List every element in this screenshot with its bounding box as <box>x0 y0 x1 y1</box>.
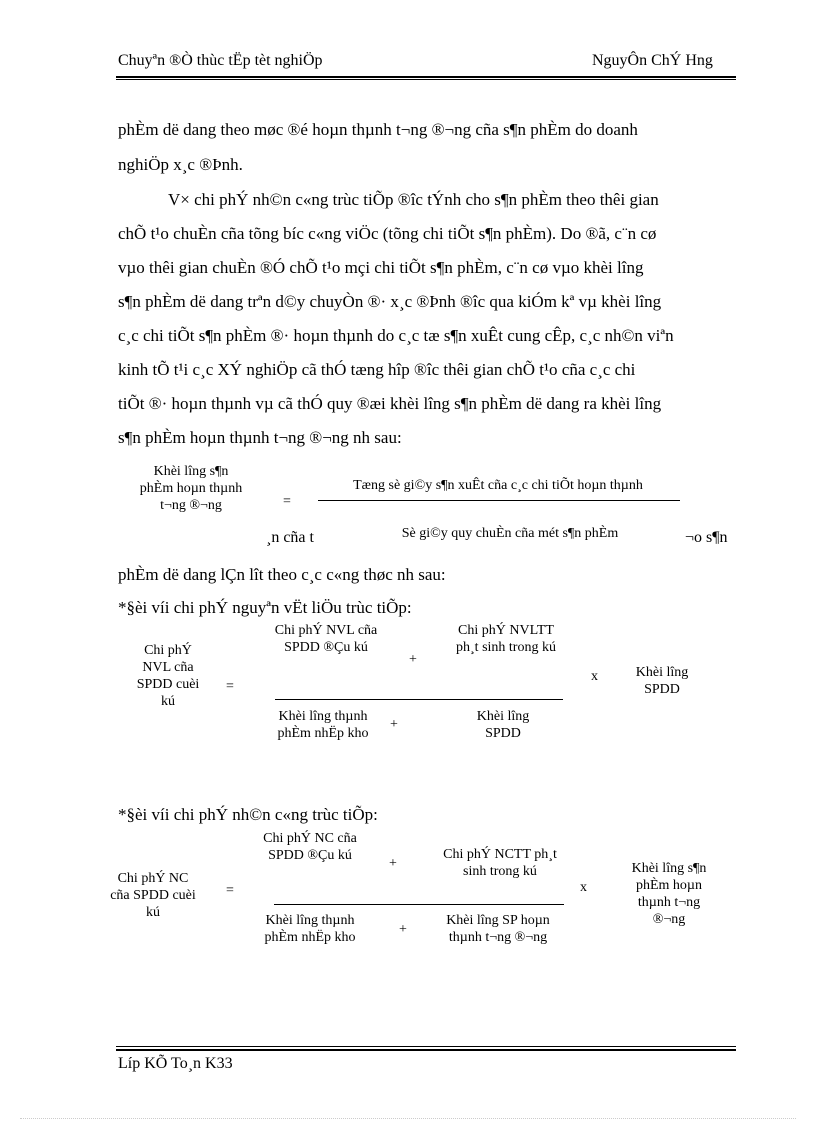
fraction-bar <box>318 500 680 501</box>
fraction-bar <box>274 904 564 905</box>
term-line: ph¸t sinh trong kú <box>456 640 556 655</box>
term-line: Chi phÝ NCTT ph¸t <box>443 847 557 862</box>
lhs-line: phÈm hoµn thµnh <box>139 481 243 496</box>
formula-lhs <box>100 870 206 921</box>
term-line: sinh trong kú <box>463 864 537 879</box>
rhs-line: ®¬ng <box>652 912 686 927</box>
denominator-left <box>258 708 388 742</box>
term-line: Khèi lîng <box>476 709 530 724</box>
term-line: Chi phÝ NVLTT <box>458 623 554 638</box>
footer-rule <box>116 1049 736 1051</box>
header-rule <box>116 76 736 78</box>
lhs-line: NVL cña <box>142 660 194 675</box>
denominator-right <box>458 708 548 742</box>
plus-sign: + <box>389 856 397 871</box>
term-line: thµnh t¬ng ®¬ng <box>448 930 548 945</box>
text-line: s¶n phÈm hoµn thµnh t¬ng ®¬ng nh sau: <box>118 428 402 447</box>
term-line: Khèi lîng thµnh <box>265 913 355 928</box>
text-line: vµo thêi gian chuÈn ®Ó chÕ t¹o mçi chi tiÕt s¶n phÈm, c¨n cø vµo khèi lîng <box>118 258 644 277</box>
lhs-line: Chi phÝ NC <box>117 871 189 886</box>
term-line: SPDD ®Çu kú <box>268 848 352 863</box>
text-line: tiÕt ®· hoµn thµnh vµ cã thÓ quy ®æi khèi lîng s¶n phÈm dë dang ra khèi lîng <box>118 394 662 413</box>
plus-sign: + <box>409 652 417 667</box>
numerator-right <box>425 846 575 880</box>
rhs-line: phÈm hoµn <box>635 878 702 893</box>
term-line: phÈm nhËp kho <box>264 930 356 945</box>
text-line: c¸c chi tiÕt s¶n phÈm ®· hoµn thµnh do c¸c tæ s¶n xuÊt cung cÊp, c¸c nh©n viªn <box>118 326 674 345</box>
formula-numerator: Tæng sè gi©y s¶n xuÊt cña c¸c chi tiÕt hoµn thµnh <box>353 478 643 493</box>
term-line: Chi phÝ NVL cña <box>274 623 378 638</box>
numerator-left <box>250 830 370 864</box>
rhs-line: Khèi lîng s¶n <box>631 861 707 876</box>
numerator-left <box>262 622 390 656</box>
formula-rhs <box>624 664 700 698</box>
plus-sign: + <box>390 717 398 732</box>
denominator-right <box>428 912 568 946</box>
fraction-bar <box>275 699 563 700</box>
lhs-line: kú <box>161 694 175 709</box>
term-line: SPDD ®Çu kú <box>284 640 368 655</box>
footer-rule-thin <box>116 1046 736 1047</box>
term-line: Khèi lîng SP hoµn <box>446 913 550 928</box>
text-line: phÈm dë dang lÇn lît theo c¸c c«ng thøc nh sau: <box>118 565 446 584</box>
times-sign: x <box>580 880 587 895</box>
occluded-text-right: ¬o s¶n <box>685 529 728 546</box>
equals-sign: = <box>226 679 234 694</box>
occluded-text-left: ¸n cña t <box>266 529 314 546</box>
term-line: Khèi lîng thµnh <box>278 709 368 724</box>
term-line: Chi phÝ NC cña <box>263 831 357 846</box>
text-line: chÕ t¹o chuÈn cña tõng bíc c«ng viÖc (tõng chi tiÕt s¶n phÈm). Do ®ã, c¨n cø <box>118 224 657 243</box>
denominator-left <box>250 912 370 946</box>
section-title-labor: *§èi víi chi phÝ nh©n c«ng trùc tiÕp: <box>118 805 378 824</box>
lhs-line: Khèi lîng s¶n <box>153 464 229 479</box>
header-author: NguyÔn ChÝ Hng <box>592 52 713 69</box>
text-line: kinh tÕ t¹i c¸c XÝ nghiÖp cã thÓ tæng hîp ®îc thêi gian chÕ t¹o cña c¸c chi <box>118 360 636 379</box>
formula-lhs <box>130 463 252 514</box>
text-line: nghiÖp x¸c ®Þnh. <box>118 155 243 174</box>
text-line: s¶n phÈm dë dang trªn d©y chuyÒn ®· x¸c ®Þnh ®îc qua kiÓm kª vµ khèi lîng <box>118 292 662 311</box>
numerator-right <box>440 622 572 656</box>
section-title-materials: *§èi víi chi phÝ nguyªn vËt liÖu trùc tiÕp: <box>118 598 412 617</box>
text-line: V× chi phÝ nh©n c«ng trùc tiÕp ®îc tÝnh cho s¶n phÈm theo thêi gian <box>168 190 659 209</box>
formula-rhs <box>616 860 722 928</box>
equals-sign: = <box>226 883 234 898</box>
lhs-line: Chi phÝ <box>144 643 192 658</box>
text-line: phÈm dë dang theo møc ®é hoµn thµnh t¬ng ®¬ng cña s¶n phÈm do doanh <box>118 120 638 139</box>
times-sign: x <box>591 669 598 684</box>
formula-lhs <box>128 642 208 710</box>
header-rule-thin <box>116 79 736 80</box>
equals-sign: = <box>283 494 291 509</box>
rhs-line: SPDD <box>644 682 680 697</box>
lhs-line: t¬ng ®¬ng <box>160 498 222 513</box>
page-edge-dots <box>20 1118 796 1119</box>
term-line: SPDD <box>485 726 521 741</box>
header-title: Chuyªn ®Ò thùc tËp tèt nghiÖp <box>118 52 323 69</box>
lhs-line: kú <box>146 905 160 920</box>
lhs-line: cña SPDD cuèi <box>110 888 196 903</box>
formula-denominator: Sè gi©y quy chuÈn cña mét s¶n phÈm <box>401 526 619 541</box>
rhs-line: Khèi lîng <box>635 665 689 680</box>
term-line: phÈm nhËp kho <box>277 726 369 741</box>
lhs-line: SPDD cuèi <box>136 677 200 692</box>
rhs-line: thµnh t¬ng <box>637 895 701 910</box>
footer-text: Líp KÕ To¸n K33 <box>118 1055 233 1072</box>
plus-sign: + <box>399 922 407 937</box>
